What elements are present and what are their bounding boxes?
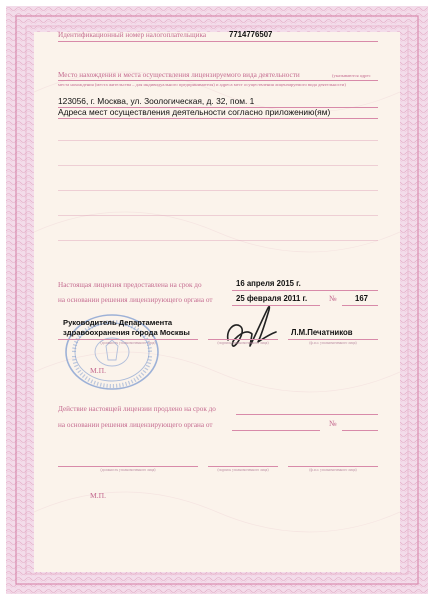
extension-signature-underline — [208, 466, 278, 467]
extension-number-underline — [342, 430, 378, 431]
tin-value: 7714776507 — [229, 30, 273, 39]
term-until: 16 апреля 2015 г. — [236, 279, 301, 288]
location-note-a: (указываются адрес — [332, 73, 371, 78]
tin-underline — [58, 41, 378, 42]
empty-line-4 — [58, 215, 378, 216]
decision-number: 167 — [355, 294, 369, 303]
signatory-name-caption: (ф.и.о. уполномоченного лица) — [309, 341, 357, 345]
extension-no-sign: № — [329, 419, 337, 428]
signatory-name: Л.М.Печатников — [291, 328, 353, 337]
seal-place-mp: М.П. — [90, 366, 107, 375]
term-underline — [232, 290, 378, 291]
signatory-name-underline — [288, 339, 378, 340]
location-note-b: места нахождения (места жительства – для индивидуального предпринимателя) и адреса мест осуществления лицензируемого вида деятельности) — [58, 82, 346, 87]
decision-no-sign: № — [329, 294, 337, 303]
extension-until-underline — [236, 414, 378, 415]
decision-date: 25 февраля 2011 г. — [236, 294, 308, 303]
decision-label: на основании решения лицензирующего органа от — [58, 296, 213, 304]
extension-label: Действие настоящей лицензии продлено на срок до — [58, 405, 216, 413]
extension-decision-label: на основании решения лицензирующего органа от — [58, 421, 213, 429]
signatory-position-underline — [58, 339, 198, 340]
extension-position-underline — [58, 466, 198, 467]
empty-line-1 — [58, 140, 378, 141]
places-text: Адреса мест осуществления деятельности согласно приложению(ям) — [58, 107, 331, 117]
places-underline — [58, 118, 378, 119]
signatory-signature-underline — [208, 339, 278, 340]
extension-seal-place-mp: М.П. — [90, 491, 107, 500]
extension-date-underline — [232, 430, 320, 431]
signatory-position-caption: (должность уполномоченного лица) — [100, 341, 156, 345]
address-text: 123056, г. Москва, ул. Зоологическая, д. 32, пом. 1 — [58, 96, 255, 106]
extension-name-underline — [288, 466, 378, 467]
empty-line-3 — [58, 190, 378, 191]
decision-number-underline — [342, 305, 378, 306]
location-label: Место нахождения и места осуществления лицензируемого вида деятельности — [58, 71, 300, 79]
empty-line-5 — [58, 240, 378, 241]
empty-line-2 — [58, 165, 378, 166]
location-underline — [58, 80, 378, 81]
extension-position-caption: (должность уполномоченного лица) — [100, 468, 156, 472]
signatory-signature-caption: (подпись уполномоченного лица) — [217, 341, 269, 345]
term-label: Настоящая лицензия предоставлена на срок до — [58, 281, 202, 289]
extension-signature-caption: (подпись уполномоченного лица) — [217, 468, 269, 472]
tin-label: Идентификационный номер налогоплательщика — [58, 31, 207, 39]
signatory-position-line1: Руководитель Департамента — [63, 318, 173, 327]
extension-name-caption: (ф.и.о. уполномоченного лица) — [309, 468, 357, 472]
signatory-position-line2: здравоохранения города Москвы — [63, 328, 190, 337]
